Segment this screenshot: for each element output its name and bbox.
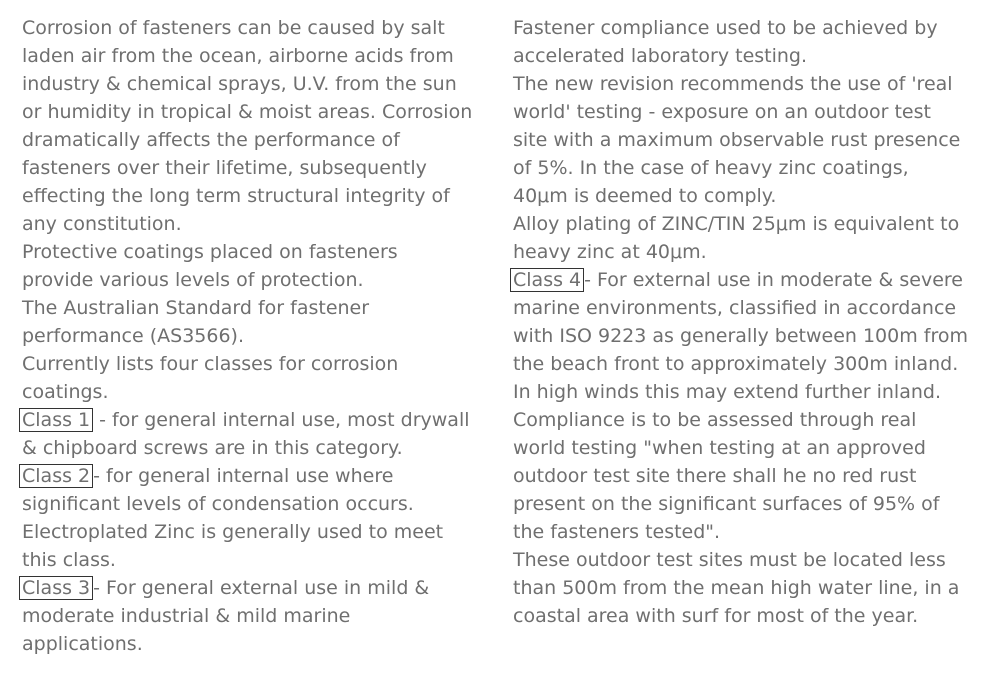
text-line: In high winds this may extend further inland. bbox=[513, 381, 941, 403]
text-line: These outdoor test sites must be located less bbox=[513, 549, 946, 571]
text-line: 40μm is deemed to comply. bbox=[513, 185, 777, 207]
text-line: coatings. bbox=[22, 381, 109, 403]
text-line: industry & chemical sprays, U.V. from the sun bbox=[22, 73, 457, 95]
text-line: this class. bbox=[22, 549, 116, 571]
text-line: performance (AS3566). bbox=[22, 325, 244, 347]
left-column bbox=[22, 14, 492, 658]
class-2-label: Class 2 bbox=[19, 464, 93, 488]
text-line: any constitution. bbox=[22, 213, 182, 235]
text-line: heavy zinc at 40μm. bbox=[513, 241, 707, 263]
text-line: significant levels of condensation occurs. bbox=[22, 493, 414, 515]
text-line: effecting the long term structural integrity of bbox=[22, 185, 450, 207]
class-1-description: - for general internal use, most drywall bbox=[93, 409, 470, 431]
text-line: Compliance is to be assessed through real bbox=[513, 409, 917, 431]
text-line: world testing "when testing at an approved bbox=[513, 437, 926, 459]
class-3-line bbox=[22, 574, 492, 602]
text-line: present on the significant surfaces of 95% of bbox=[513, 493, 940, 515]
class-3-description: - For general external use in mild & bbox=[93, 577, 430, 599]
text-line: Currently lists four classes for corrosion bbox=[22, 353, 399, 375]
text-line: than 500m from the mean high water line, in a bbox=[513, 577, 960, 599]
text-line: The Australian Standard for fastener bbox=[22, 297, 370, 319]
text-line: of 5%. In the case of heavy zinc coatings, bbox=[513, 157, 909, 179]
class-1-label: Class 1 bbox=[19, 408, 93, 432]
text-line: site with a maximum observable rust presence bbox=[513, 129, 961, 151]
text-line: provide various levels of protection. bbox=[22, 269, 364, 291]
text-line: & chipboard screws are in this category. bbox=[22, 437, 403, 459]
text-line: fasteners over their lifetime, subsequently bbox=[22, 157, 427, 179]
class-3-label: Class 3 bbox=[19, 576, 93, 600]
text-line: applications. bbox=[22, 633, 143, 655]
text-line: world' testing - exposure on an outdoor test bbox=[513, 101, 931, 123]
text-line: coastal area with surf for most of the year. bbox=[513, 605, 919, 627]
text-line: Corrosion of fasteners can be caused by salt bbox=[22, 17, 445, 39]
class-1-line bbox=[22, 406, 492, 434]
class-2-description: - for general internal use where bbox=[93, 465, 394, 487]
class-2-line bbox=[22, 462, 492, 490]
text-line: laden air from the ocean, airborne acids from bbox=[22, 45, 454, 67]
text-line: with ISO 9223 as generally between 100m from bbox=[513, 325, 968, 347]
text-line: the beach front to approximately 300m inland. bbox=[513, 353, 959, 375]
text-line: Alloy plating of ZINC/TIN 25μm is equivalent to bbox=[513, 213, 960, 235]
text-line: dramatically affects the performance of bbox=[22, 129, 400, 151]
right-column bbox=[513, 14, 983, 630]
class-4-description: - For external use in moderate & severe bbox=[584, 269, 963, 291]
class-4-line bbox=[513, 266, 983, 294]
text-line: The new revision recommends the use of 'real bbox=[513, 73, 953, 95]
text-line: Protective coatings placed on fasteners bbox=[22, 241, 398, 263]
class-4-label: Class 4 bbox=[510, 268, 584, 292]
text-line: accelerated laboratory testing. bbox=[513, 45, 808, 67]
text-line: marine environments, classified in accordance bbox=[513, 297, 957, 319]
text-line: or humidity in tropical & moist areas. Corrosion bbox=[22, 101, 473, 123]
text-line: moderate industrial & mild marine bbox=[22, 605, 351, 627]
text-line: outdoor test site there shall he no red rust bbox=[513, 465, 917, 487]
text-line: the fasteners tested". bbox=[513, 521, 721, 543]
text-line: Fastener compliance used to be achieved by bbox=[513, 17, 938, 39]
text-line: Electroplated Zinc is generally used to meet bbox=[22, 521, 444, 543]
